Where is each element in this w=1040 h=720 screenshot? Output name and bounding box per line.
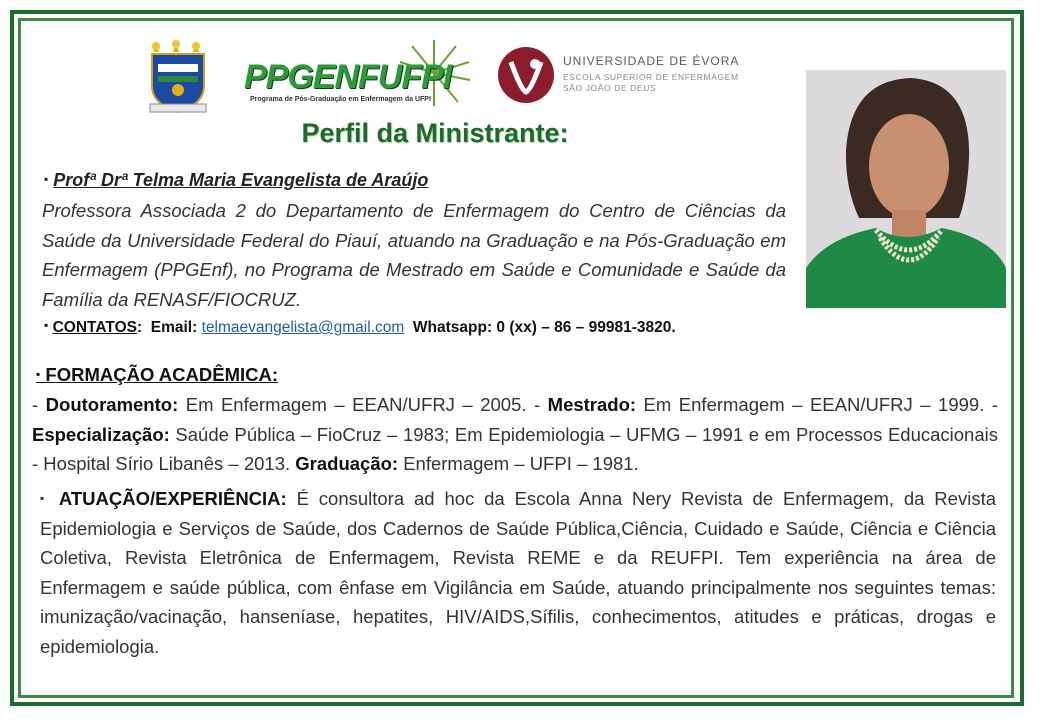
formacao-heading-text: FORMAÇÃO ACADÊMICA:: [45, 364, 279, 385]
mestrado-text: Em Enfermagem – EEAN/UFRJ – 1999. -: [636, 394, 998, 415]
doutoramento-label: Doutoramento:: [45, 394, 179, 415]
graduacao-label: Graduação:: [295, 453, 399, 474]
evora-school-name: ESCOLA SUPERIOR DE ENFERMAGEM: [563, 72, 739, 82]
contacts-line: ▪ CONTATOS: Email: telmaevangelista@gmail.com Whatsapp: 0 (xx) – 86 – 99981-3820.: [44, 318, 676, 336]
formacao-body: [32, 390, 998, 479]
bullet-icon: ▪: [44, 172, 49, 186]
professor-name-text: Profª Drª Telma Maria Evangelista de Araújo: [53, 170, 429, 190]
ufpi-crest-icon: [138, 38, 218, 120]
evora-logo-icon: [497, 46, 555, 104]
evora-school-subname: SÃO JOÃO DE DEUS: [563, 83, 657, 93]
email-link[interactable]: telmaevangelista@gmail.com: [201, 319, 405, 336]
ppgenf-logo-icon: [244, 44, 464, 114]
atuacao-text: É consultora ad hoc da Escola Anna Nery Revista de Enfermagem, da Revista Epidemiologia e Serviços de Saúde, dos Cadernos de Saúde Pública,Ciência, Cuidado e Saúde, Ciência e Ciência Coletiva, Revista Eletrônica de Enfermagem, Revista REME e da REUFPI. Tem experiência na área de Enfermagem e saúde pública, com ênfase em Vigilância em Saúde, atuando principalmente nos seguintes temas: imunização/vacinação, hanseníase, hepatites, HIV/AIDS,Sífilis, conhecimentos, atitudes e práticas, drogas e epidemiologia.: [40, 488, 996, 657]
profile-photo: [806, 70, 1006, 308]
whatsapp-text: Whatsapp: 0 (xx) – 86 – 99981-3820.: [412, 319, 676, 336]
evora-university-name: UNIVERSIDADE DE ÉVORA: [563, 54, 740, 68]
bullet-icon: ▪: [40, 491, 49, 505]
evora-logo: [497, 46, 740, 108]
ppgenf-logo-text: PPGENFUFPI: [244, 58, 452, 96]
page-title: Perfil da Ministrante:: [301, 118, 569, 148]
especializacao-label: Especialização:: [32, 423, 170, 445]
bullet-icon: ▪: [44, 318, 49, 332]
atuacao-label: ATUAÇÃO/EXPERIÊNCIA:: [58, 488, 287, 509]
doutoramento-text: Em Enfermagem – EEAN/UFRJ – 2005. -: [178, 394, 548, 415]
professor-bio: Professora Associada 2 do Departamento de Enfermagem do Centro de Ciências da Saúde da Universidade Federal do Piauí, atuando na Graduação e na Pós-Graduação em Enfermagem (PPGEnf), no Programa de Mestrado em Saúde e Comunidade e Saúde da Família da RENASF/FIOCRUZ.: [42, 200, 786, 310]
graduacao-text: Enfermagem – UFPI – 1981.: [398, 453, 639, 474]
contacts-label: CONTATOS: [52, 319, 137, 336]
email-label: Email:: [150, 319, 198, 336]
bullet-icon: ▪: [36, 367, 41, 381]
especializacao-text: Saúde Pública – FioCruz – 1983; Em Epidemiologia – UFMG – 1991 e em Processos Educacionais - Hospital Sírio Libanês – 2013.: [32, 423, 998, 474]
atuacao-section: [40, 484, 996, 661]
ppgenf-logo-subtitle: Programa de Pós-Graduação em Enfermagem da UFPI: [250, 96, 431, 103]
professor-name: [44, 170, 428, 191]
mestrado-label: Mestrado:: [547, 394, 637, 415]
formacao-dash: -: [32, 394, 46, 415]
formacao-heading: [36, 364, 278, 386]
